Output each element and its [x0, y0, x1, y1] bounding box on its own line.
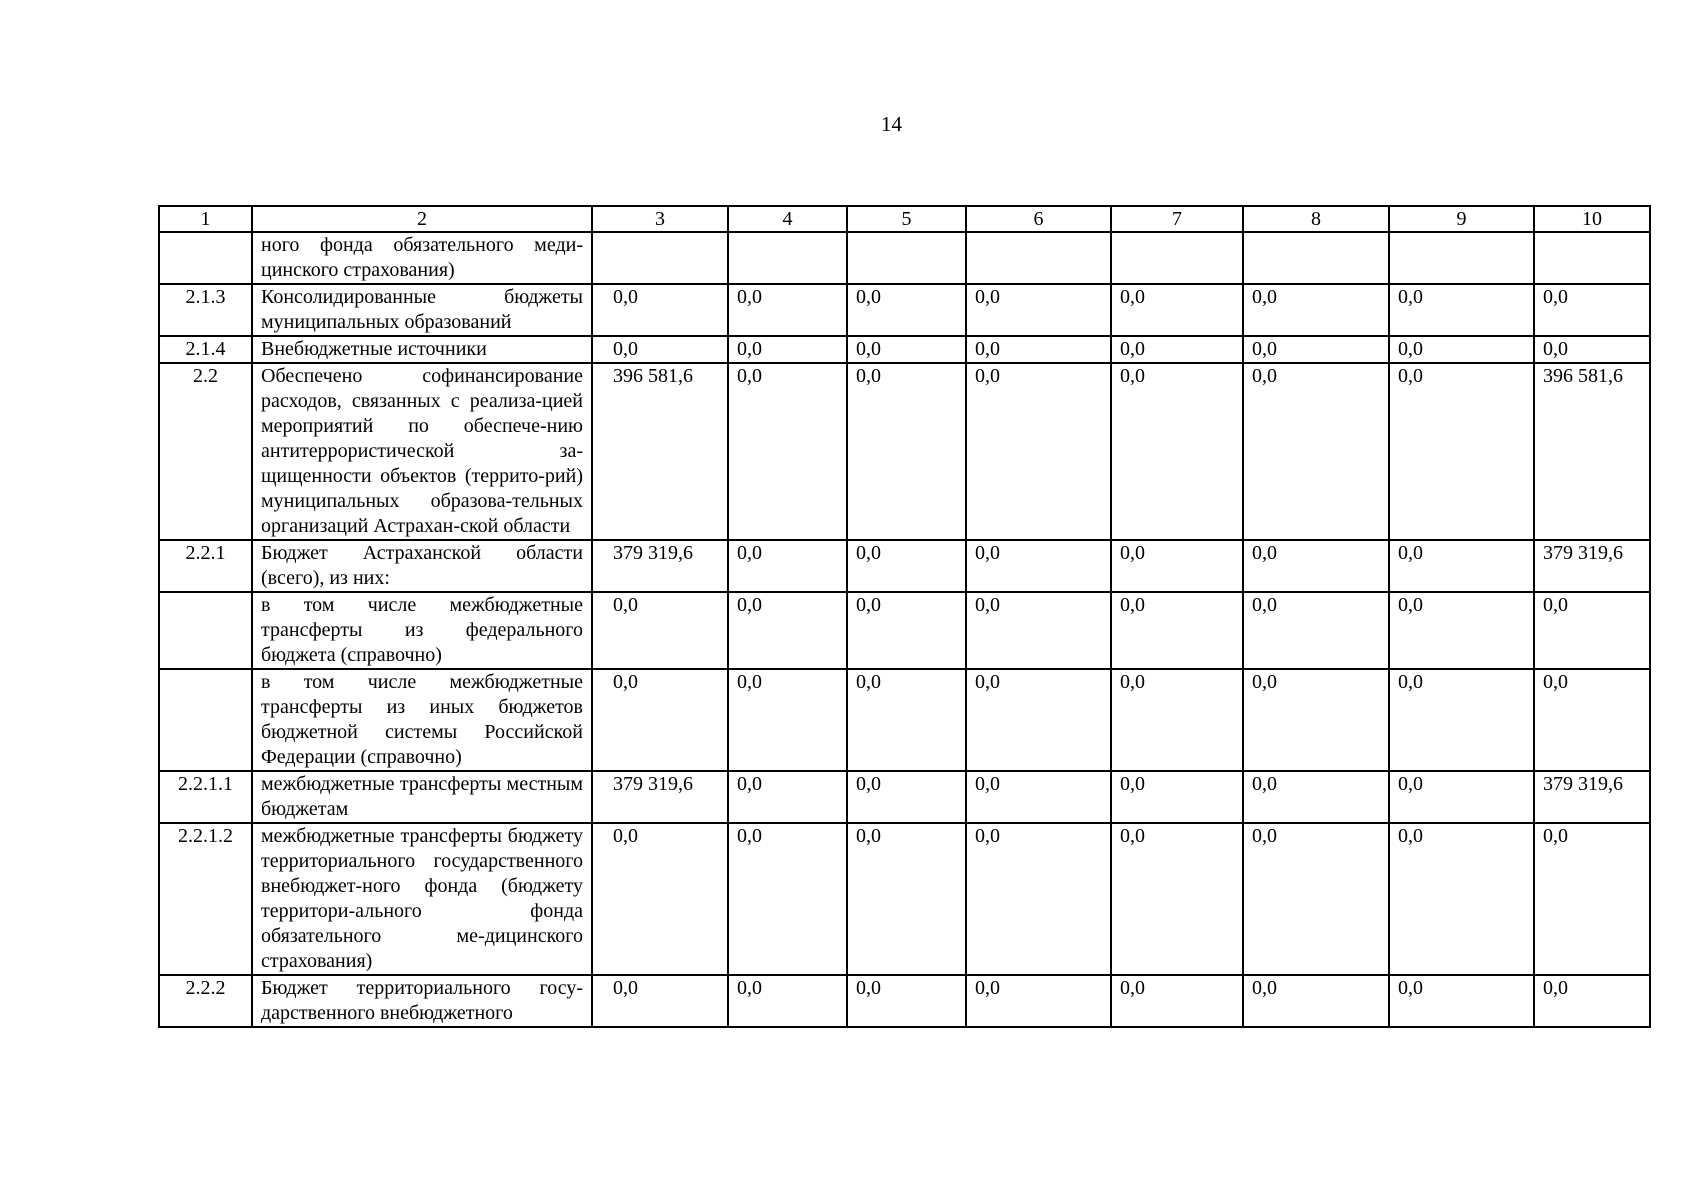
column-header-10: 10	[1534, 206, 1650, 232]
value-cell-col6: 0,0	[966, 592, 1111, 669]
value-cell-col3: 379 319,6	[592, 540, 728, 592]
table-row	[159, 540, 1650, 592]
value-cell-col5: 0,0	[847, 284, 966, 336]
row-code	[159, 669, 252, 771]
value-cell-col4: 0,0	[728, 592, 847, 669]
row-code	[159, 592, 252, 669]
value-cell-col9: 0,0	[1389, 771, 1534, 823]
value-cell-col9: 0,0	[1389, 669, 1534, 771]
page-number: 14	[881, 112, 902, 136]
value-cell-col5: 0,0	[847, 823, 966, 975]
value-cell-col6: 0,0	[966, 771, 1111, 823]
value-cell-col9: 0,0	[1389, 823, 1534, 975]
row-name: Консолидированные бюджеты муниципальных образований	[252, 284, 592, 336]
value-cell-col10: 379 319,6	[1534, 771, 1650, 823]
value-cell-col8	[1243, 232, 1389, 284]
value-cell-col7: 0,0	[1111, 771, 1243, 823]
value-cell-col5: 0,0	[847, 975, 966, 1027]
value-cell-col6: 0,0	[966, 284, 1111, 336]
column-header-4: 4	[728, 206, 847, 232]
row-name: Обеспечено софинансирование расходов, связанных с реализа-цией мероприятий по обеспече-нию антитеррористической за-щищенности объектов (террито-рий) муниципальных образова-тельных организаций Астрахан-ской области	[252, 363, 592, 540]
value-cell-col6: 0,0	[966, 363, 1111, 540]
value-cell-col7: 0,0	[1111, 284, 1243, 336]
value-cell-col8: 0,0	[1243, 540, 1389, 592]
value-cell-col10: 0,0	[1534, 336, 1650, 363]
row-code: 2.2	[159, 363, 252, 540]
value-cell-col10: 379 319,6	[1534, 540, 1650, 592]
value-cell-col6	[966, 232, 1111, 284]
table-row	[159, 284, 1650, 336]
value-cell-col5: 0,0	[847, 540, 966, 592]
row-code: 2.2.1.1	[159, 771, 252, 823]
row-name: Внебюджетные источники	[252, 336, 592, 363]
row-code: 2.2.1.2	[159, 823, 252, 975]
value-cell-col10: 0,0	[1534, 823, 1650, 975]
value-cell-col4: 0,0	[728, 336, 847, 363]
row-code: 2.2.2	[159, 975, 252, 1027]
value-cell-col8: 0,0	[1243, 363, 1389, 540]
column-header-5: 5	[847, 206, 966, 232]
row-name: в том числе межбюджетные трансферты из иных бюджетов бюджетной системы Российской Федерации (справочно)	[252, 669, 592, 771]
value-cell-col4: 0,0	[728, 975, 847, 1027]
value-cell-col9	[1389, 232, 1534, 284]
table-row	[159, 669, 1650, 771]
value-cell-col3: 379 319,6	[592, 771, 728, 823]
value-cell-col9: 0,0	[1389, 284, 1534, 336]
value-cell-col3	[592, 232, 728, 284]
value-cell-col8: 0,0	[1243, 771, 1389, 823]
table-row	[159, 823, 1650, 975]
column-header-1: 1	[159, 206, 252, 232]
column-header-9: 9	[1389, 206, 1534, 232]
row-name: Бюджет Астраханской области (всего), из них:	[252, 540, 592, 592]
value-cell-col7: 0,0	[1111, 540, 1243, 592]
value-cell-col10: 0,0	[1534, 669, 1650, 771]
row-name: в том числе межбюджетные трансферты из федерального бюджета (справочно)	[252, 592, 592, 669]
value-cell-col9: 0,0	[1389, 592, 1534, 669]
column-header-8: 8	[1243, 206, 1389, 232]
row-name: межбюджетные трансферты бюджету территориального государственного внебюджет-ного фонда (бюджету территори-ального фонда обязательного ме-дицинского страхования)	[252, 823, 592, 975]
value-cell-col6: 0,0	[966, 669, 1111, 771]
column-header-2: 2	[252, 206, 592, 232]
value-cell-col7: 0,0	[1111, 669, 1243, 771]
column-header-6: 6	[966, 206, 1111, 232]
value-cell-col4: 0,0	[728, 823, 847, 975]
table-row	[159, 592, 1650, 669]
value-cell-col6: 0,0	[966, 975, 1111, 1027]
value-cell-col10: 0,0	[1534, 975, 1650, 1027]
value-cell-col3: 0,0	[592, 592, 728, 669]
row-code: 2.1.4	[159, 336, 252, 363]
table-row	[159, 336, 1650, 363]
value-cell-col3: 0,0	[592, 669, 728, 771]
row-name: ного фонда обязательного меди-цинского страхования)	[252, 232, 592, 284]
value-cell-col6: 0,0	[966, 540, 1111, 592]
table-header-row	[159, 206, 1650, 232]
row-code	[159, 232, 252, 284]
value-cell-col9: 0,0	[1389, 363, 1534, 540]
table-row	[159, 232, 1650, 284]
table-row	[159, 771, 1650, 823]
column-header-7: 7	[1111, 206, 1243, 232]
value-cell-col8: 0,0	[1243, 284, 1389, 336]
table-row	[159, 975, 1650, 1027]
value-cell-col7: 0,0	[1111, 336, 1243, 363]
value-cell-col4	[728, 232, 847, 284]
value-cell-col5: 0,0	[847, 592, 966, 669]
value-cell-col5: 0,0	[847, 669, 966, 771]
value-cell-col3: 0,0	[592, 823, 728, 975]
row-name: межбюджетные трансферты местным бюджетам	[252, 771, 592, 823]
value-cell-col5: 0,0	[847, 771, 966, 823]
value-cell-col9: 0,0	[1389, 540, 1534, 592]
value-cell-col5: 0,0	[847, 363, 966, 540]
row-code: 2.2.1	[159, 540, 252, 592]
value-cell-col7: 0,0	[1111, 592, 1243, 669]
value-cell-col7	[1111, 232, 1243, 284]
value-cell-col10: 0,0	[1534, 592, 1650, 669]
value-cell-col3: 0,0	[592, 975, 728, 1027]
value-cell-col4: 0,0	[728, 540, 847, 592]
budget-table	[158, 205, 1651, 1028]
value-cell-col5: 0,0	[847, 336, 966, 363]
value-cell-col4: 0,0	[728, 669, 847, 771]
value-cell-col4: 0,0	[728, 284, 847, 336]
value-cell-col7: 0,0	[1111, 975, 1243, 1027]
value-cell-col7: 0,0	[1111, 823, 1243, 975]
row-code: 2.1.3	[159, 284, 252, 336]
value-cell-col8: 0,0	[1243, 975, 1389, 1027]
value-cell-col3: 0,0	[592, 284, 728, 336]
value-cell-col8: 0,0	[1243, 592, 1389, 669]
value-cell-col8: 0,0	[1243, 823, 1389, 975]
value-cell-col10: 396 581,6	[1534, 363, 1650, 540]
value-cell-col4: 0,0	[728, 363, 847, 540]
value-cell-col10: 0,0	[1534, 284, 1650, 336]
value-cell-col4: 0,0	[728, 771, 847, 823]
row-name: Бюджет территориального госу-дарственного внебюджетного	[252, 975, 592, 1027]
value-cell-col9: 0,0	[1389, 975, 1534, 1027]
table-row	[159, 363, 1650, 540]
value-cell-col8: 0,0	[1243, 669, 1389, 771]
value-cell-col10	[1534, 232, 1650, 284]
column-header-3: 3	[592, 206, 728, 232]
value-cell-col3: 396 581,6	[592, 363, 728, 540]
value-cell-col3: 0,0	[592, 336, 728, 363]
value-cell-col7: 0,0	[1111, 363, 1243, 540]
value-cell-col8: 0,0	[1243, 336, 1389, 363]
value-cell-col9: 0,0	[1389, 336, 1534, 363]
value-cell-col6: 0,0	[966, 823, 1111, 975]
value-cell-col5	[847, 232, 966, 284]
value-cell-col6: 0,0	[966, 336, 1111, 363]
